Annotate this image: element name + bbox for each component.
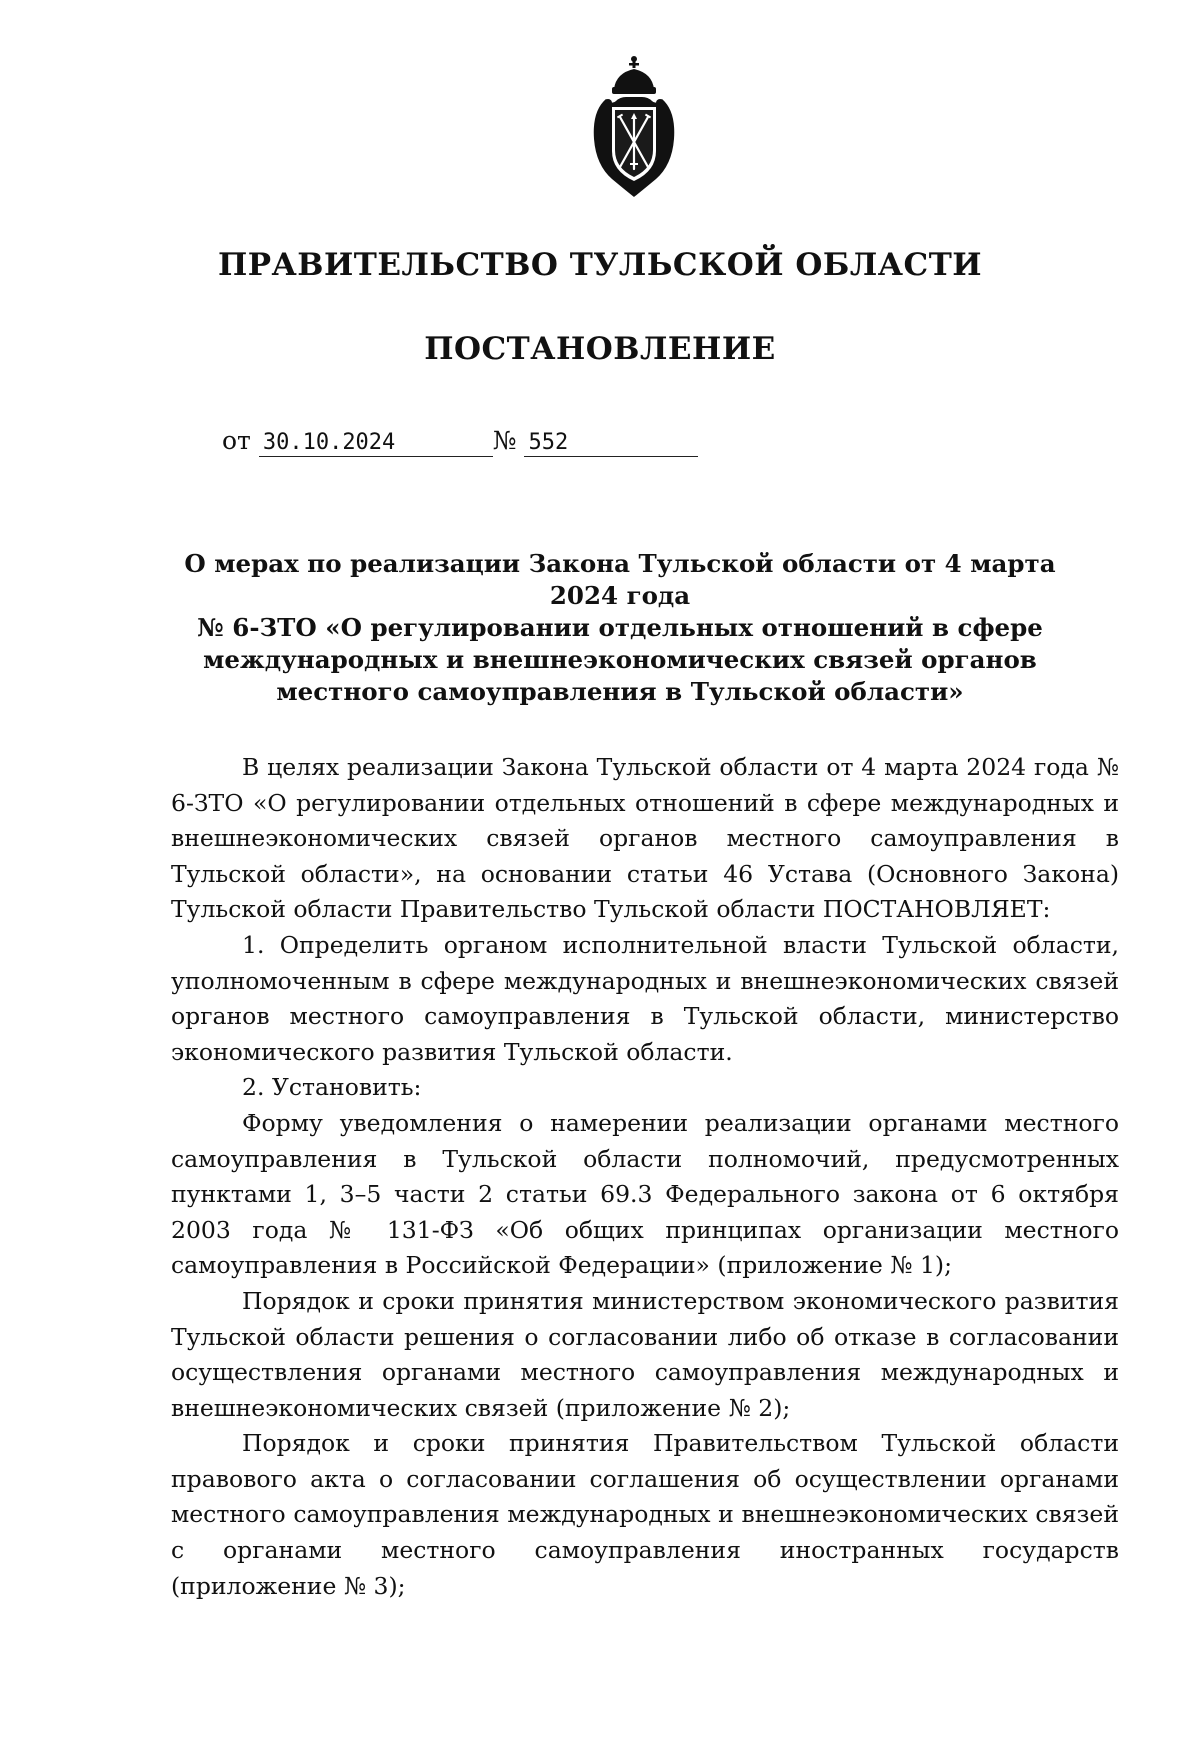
heading-line: О мерах по реализации Закона Тульской области от 4 марта 2024 года [184,549,1056,610]
clause-2-paragraph: 2. Установить: [242,1073,422,1102]
clause-2-item-form: Форму уведомления о намерении реализации органами местного самоуправления в Тульской области полномочий, предусмотренных пунктами 1, 3–5 части 2 статьи 69.3 Федерального закона от 6 октября 2003 года № 131-ФЗ «Об общих принципах организации местного самоуправления в Российской Федерации» (приложение № 1); [171,1108,1119,1280]
clause-2-item-ministry-procedure: Порядок и сроки принятия министерством экономического развития Тульской области решения о согласовании либо об отказе в согласовании осуществления органами местного самоуправления международных и внешнеэкономических связей (приложение № 2); [171,1286,1119,1422]
tula-coat-of-arms-emblem [586,55,682,203]
heading-line: № 6-ЗТО «О регулировании отдельных отношений в сфере [197,613,1043,642]
clause-2-item-government-procedure: Порядок и сроки принятия Правительством Тульской области правового акта о согласовании соглашения об осуществлении органами местного самоуправления международных и внешнеэкономических связей с органами местного самоуправления иностранных государств (приложение № 3); [171,1429,1119,1600]
document-number: 552 [524,430,698,457]
clause-1-paragraph: 1. Определить органом исполнительной власти Тульской области, уполномоченным в сфере международных и внешнеэкономических связей органов местного самоуправления в Тульской области, министерство экономического развития Тульской области. [171,930,1119,1066]
document-type: ПОСТАНОВЛЕНИЕ [424,331,776,367]
document-body [171,750,1119,1604]
document-date-number-line [222,426,698,457]
date-prefix: от [222,426,251,455]
document-date: 30.10.2024 [259,430,493,457]
document-heading [160,548,1080,708]
heading-line: местного самоуправления в Тульской области» [276,677,964,706]
number-prefix: № [492,426,517,455]
preamble-paragraph: В целях реализации Закона Тульской области от 4 марта 2024 года № 6-ЗТО «О регулировании отдельных отношений в сфере международных и внешнеэкономических связей органов местного самоуправления в Тульской области», на основании статьи 46 Устава (Основного Закона) Тульской области Правительство Тульской области ПОСТАНОВЛЯЕТ: [171,753,1119,924]
heading-line: международных и внешнеэкономических связей органов [203,645,1037,674]
organization-title: ПРАВИТЕЛЬСТВО ТУЛЬСКОЙ ОБЛАСТИ [217,247,983,283]
